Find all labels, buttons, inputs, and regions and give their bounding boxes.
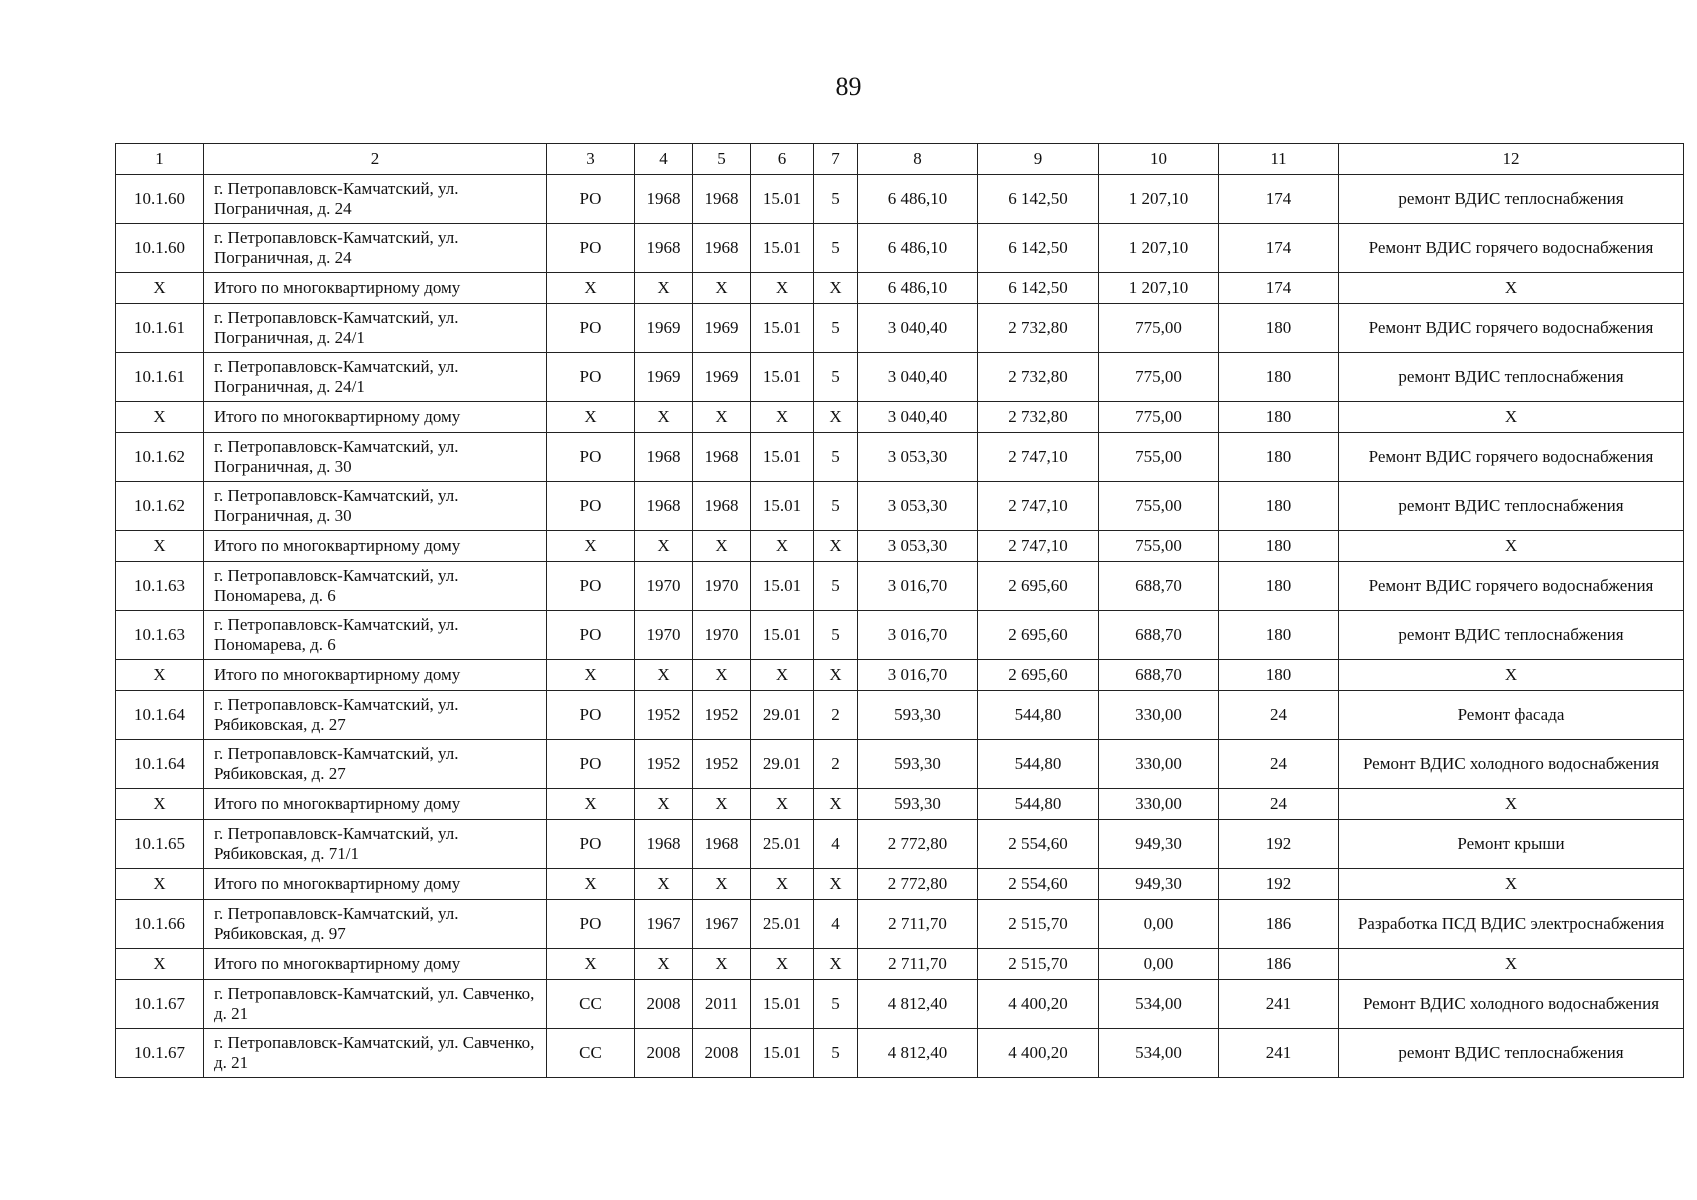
header-col-residents: 11 [1219,144,1339,175]
cell-col-year-commissioned: 1969 [693,304,751,353]
cell-col-code: X [751,789,814,820]
cell-col-address: г. Петропавловск-Камчатский, ул. Пограничная, д. 24/1 [204,304,547,353]
cell-col-floors: 5 [814,980,858,1029]
table-row [116,353,1684,402]
cell-col-address: г. Петропавловск-Камчатский, ул. Пограничная, д. 24 [204,224,547,273]
cell-col-category: РО [547,562,635,611]
cell-col-year-built: 1970 [635,562,693,611]
cell-col-total-area: 4 812,40 [858,980,978,1029]
cell-col-category: РО [547,224,635,273]
cell-col-category: РО [547,820,635,869]
cell-col-living-area: 2 747,10 [978,482,1099,531]
cell-col-living-area: 544,80 [978,789,1099,820]
cell-col-work-type: Ремонт крыши [1339,820,1684,869]
cell-col-category: РО [547,900,635,949]
cell-col-number: 10.1.62 [116,433,204,482]
cell-col-total-area: 3 016,70 [858,660,978,691]
cell-col-number: 10.1.61 [116,353,204,402]
cell-col-category: X [547,789,635,820]
cell-col-living-area: 2 747,10 [978,531,1099,562]
cell-col-category: X [547,949,635,980]
cell-col-work-type: Ремонт фасада [1339,691,1684,740]
cell-col-code: 15.01 [751,980,814,1029]
cell-col-number: X [116,273,204,304]
cell-col-floors: 2 [814,691,858,740]
cell-col-year-commissioned: X [693,273,751,304]
cell-col-year-built: 1970 [635,611,693,660]
cell-col-living-area: 2 515,70 [978,900,1099,949]
table-header-row [116,144,1684,175]
cell-col-year-commissioned: 1967 [693,900,751,949]
cell-col-living-area: 2 515,70 [978,949,1099,980]
cell-col-year-built: 1969 [635,304,693,353]
cell-col-number: 10.1.61 [116,304,204,353]
cell-col-code: 15.01 [751,304,814,353]
cell-col-nonresidential-area: 775,00 [1099,402,1219,433]
cell-col-category: X [547,531,635,562]
cell-col-year-built: 1968 [635,433,693,482]
cell-col-year-commissioned: 1968 [693,482,751,531]
cell-col-category: X [547,660,635,691]
cell-col-code: 15.01 [751,562,814,611]
cell-col-work-type: Разработка ПСД ВДИС электроснабжения [1339,900,1684,949]
cell-col-floors: X [814,789,858,820]
cell-col-residents: 180 [1219,353,1339,402]
cell-col-residents: 180 [1219,482,1339,531]
cell-col-year-built: X [635,531,693,562]
capital-repair-table [115,143,1684,1078]
page-number: 89 [835,72,862,101]
cell-col-residents: 180 [1219,402,1339,433]
cell-col-work-type: X [1339,869,1684,900]
cell-col-work-type: Ремонт ВДИС горячего водоснабжения [1339,562,1684,611]
cell-col-total-area: 3 040,40 [858,402,978,433]
cell-col-year-commissioned: X [693,789,751,820]
cell-col-code: 15.01 [751,224,814,273]
cell-col-code: X [751,273,814,304]
cell-col-nonresidential-area: 949,30 [1099,869,1219,900]
cell-col-number: 10.1.67 [116,980,204,1029]
cell-col-year-built: 1952 [635,740,693,789]
cell-col-residents: 192 [1219,820,1339,869]
cell-col-floors: 4 [814,820,858,869]
cell-col-year-built: 1968 [635,820,693,869]
cell-col-year-built: 1968 [635,482,693,531]
cell-col-total-area: 3 016,70 [858,562,978,611]
cell-col-residents: 241 [1219,1029,1339,1078]
cell-col-number: 10.1.64 [116,740,204,789]
cell-col-total-area: 3 040,40 [858,304,978,353]
cell-col-floors: X [814,869,858,900]
cell-col-total-area: 3 053,30 [858,531,978,562]
cell-col-floors: 4 [814,900,858,949]
cell-col-work-type: X [1339,949,1684,980]
table-row [116,980,1684,1029]
cell-col-work-type: ремонт ВДИС теплоснабжения [1339,482,1684,531]
cell-col-address: г. Петропавловск-Камчатский, ул. Пономарева, д. 6 [204,611,547,660]
cell-col-code: 25.01 [751,900,814,949]
cell-col-category: X [547,273,635,304]
cell-col-code: X [751,869,814,900]
cell-col-floors: X [814,660,858,691]
cell-col-year-commissioned: 1970 [693,562,751,611]
cell-col-residents: 186 [1219,949,1339,980]
cell-col-floors: X [814,273,858,304]
cell-col-year-commissioned: 1968 [693,433,751,482]
header-col-category: 3 [547,144,635,175]
cell-col-number: X [116,949,204,980]
cell-col-floors: 5 [814,304,858,353]
cell-col-floors: 5 [814,224,858,273]
header-col-work-type: 12 [1339,144,1684,175]
cell-col-address: г. Петропавловск-Камчатский, ул. Рябиковская, д. 27 [204,691,547,740]
cell-col-living-area: 544,80 [978,691,1099,740]
cell-col-work-type: ремонт ВДИС теплоснабжения [1339,1029,1684,1078]
cell-col-living-area: 544,80 [978,740,1099,789]
cell-col-work-type: Ремонт ВДИС горячего водоснабжения [1339,433,1684,482]
cell-col-code: 25.01 [751,820,814,869]
cell-col-number: 10.1.63 [116,611,204,660]
cell-col-work-type: X [1339,660,1684,691]
cell-col-code: 15.01 [751,353,814,402]
cell-col-category: X [547,402,635,433]
total-row [116,660,1684,691]
cell-col-living-area: 2 695,60 [978,660,1099,691]
cell-col-living-area: 6 142,50 [978,175,1099,224]
cell-col-address: Итого по многоквартирному дому [204,869,547,900]
cell-col-residents: 180 [1219,433,1339,482]
cell-col-category: РО [547,482,635,531]
cell-col-number: 10.1.63 [116,562,204,611]
cell-col-living-area: 2 732,80 [978,353,1099,402]
cell-col-total-area: 593,30 [858,740,978,789]
cell-col-nonresidential-area: 755,00 [1099,482,1219,531]
table-row [116,691,1684,740]
cell-col-year-commissioned: 1952 [693,691,751,740]
table-row [116,175,1684,224]
cell-col-address: г. Петропавловск-Камчатский, ул. Пограничная, д. 24 [204,175,547,224]
table-row [116,900,1684,949]
cell-col-work-type: Ремонт ВДИС горячего водоснабжения [1339,224,1684,273]
cell-col-code: X [751,949,814,980]
cell-col-floors: 5 [814,175,858,224]
cell-col-residents: 180 [1219,562,1339,611]
table-row [116,1029,1684,1078]
header-col-year-built: 4 [635,144,693,175]
total-row [116,869,1684,900]
cell-col-year-built: X [635,789,693,820]
cell-col-work-type: Ремонт ВДИС холодного водоснабжения [1339,980,1684,1029]
cell-col-work-type: ремонт ВДИС теплоснабжения [1339,611,1684,660]
table-row [116,304,1684,353]
cell-col-nonresidential-area: 949,30 [1099,820,1219,869]
cell-col-residents: 180 [1219,304,1339,353]
header-col-floors: 7 [814,144,858,175]
cell-col-nonresidential-area: 688,70 [1099,562,1219,611]
cell-col-code: 15.01 [751,482,814,531]
cell-col-category: РО [547,691,635,740]
cell-col-nonresidential-area: 0,00 [1099,949,1219,980]
cell-col-living-area: 2 732,80 [978,402,1099,433]
cell-col-code: 15.01 [751,175,814,224]
cell-col-code: 29.01 [751,691,814,740]
cell-col-total-area: 6 486,10 [858,224,978,273]
cell-col-year-commissioned: X [693,869,751,900]
cell-col-floors: 2 [814,740,858,789]
cell-col-nonresidential-area: 755,00 [1099,531,1219,562]
cell-col-nonresidential-area: 1 207,10 [1099,224,1219,273]
cell-col-address: Итого по многоквартирному дому [204,789,547,820]
cell-col-work-type: ремонт ВДИС теплоснабжения [1339,175,1684,224]
cell-col-year-commissioned: 2011 [693,980,751,1029]
table-row [116,740,1684,789]
total-row [116,402,1684,433]
cell-col-address: Итого по многоквартирному дому [204,531,547,562]
header-col-total-area: 8 [858,144,978,175]
cell-col-number: 10.1.60 [116,175,204,224]
header-col-nonresidential-area: 10 [1099,144,1219,175]
cell-col-year-commissioned: 1969 [693,353,751,402]
cell-col-year-commissioned: 2008 [693,1029,751,1078]
cell-col-nonresidential-area: 1 207,10 [1099,273,1219,304]
cell-col-number: 10.1.62 [116,482,204,531]
cell-col-code: X [751,402,814,433]
cell-col-code: X [751,531,814,562]
cell-col-year-built: 1969 [635,353,693,402]
cell-col-living-area: 4 400,20 [978,980,1099,1029]
cell-col-address: Итого по многоквартирному дому [204,402,547,433]
cell-col-number: 10.1.60 [116,224,204,273]
cell-col-address: г. Петропавловск-Камчатский, ул. Пограничная, д. 24/1 [204,353,547,402]
cell-col-work-type: X [1339,531,1684,562]
cell-col-year-built: X [635,660,693,691]
cell-col-address: г. Петропавловск-Камчатский, ул. Пограничная, д. 30 [204,482,547,531]
cell-col-category: РО [547,433,635,482]
cell-col-category: РО [547,353,635,402]
table-row [116,562,1684,611]
cell-col-living-area: 2 732,80 [978,304,1099,353]
cell-col-floors: X [814,949,858,980]
cell-col-code: 15.01 [751,611,814,660]
cell-col-work-type: X [1339,789,1684,820]
cell-col-year-commissioned: X [693,949,751,980]
total-row [116,949,1684,980]
cell-col-living-area: 2 554,60 [978,869,1099,900]
cell-col-address: г. Петропавловск-Камчатский, ул. Рябиковская, д. 97 [204,900,547,949]
cell-col-nonresidential-area: 688,70 [1099,660,1219,691]
table-row [116,820,1684,869]
cell-col-residents: 241 [1219,980,1339,1029]
cell-col-number: X [116,531,204,562]
cell-col-nonresidential-area: 1 207,10 [1099,175,1219,224]
cell-col-work-type: Ремонт ВДИС горячего водоснабжения [1339,304,1684,353]
cell-col-category: СС [547,1029,635,1078]
cell-col-address: г. Петропавловск-Камчатский, ул. Пономарева, д. 6 [204,562,547,611]
cell-col-address: г. Петропавловск-Камчатский, ул. Савченко, д. 21 [204,1029,547,1078]
cell-col-category: РО [547,740,635,789]
cell-col-residents: 186 [1219,900,1339,949]
cell-col-year-built: 1968 [635,175,693,224]
cell-col-total-area: 3 053,30 [858,482,978,531]
header-col-living-area: 9 [978,144,1099,175]
cell-col-year-commissioned: 1968 [693,175,751,224]
cell-col-address: Итого по многоквартирному дому [204,273,547,304]
cell-col-nonresidential-area: 688,70 [1099,611,1219,660]
cell-col-total-area: 3 053,30 [858,433,978,482]
cell-col-year-built: X [635,869,693,900]
cell-col-number: 10.1.64 [116,691,204,740]
cell-col-floors: X [814,531,858,562]
total-row [116,273,1684,304]
cell-col-year-built: X [635,273,693,304]
cell-col-number: 10.1.65 [116,820,204,869]
cell-col-category: СС [547,980,635,1029]
cell-col-total-area: 593,30 [858,789,978,820]
cell-col-floors: 5 [814,482,858,531]
table-row [116,611,1684,660]
cell-col-nonresidential-area: 330,00 [1099,691,1219,740]
cell-col-total-area: 2 711,70 [858,900,978,949]
cell-col-nonresidential-area: 775,00 [1099,304,1219,353]
cell-col-nonresidential-area: 0,00 [1099,900,1219,949]
cell-col-address: Итого по многоквартирному дому [204,949,547,980]
cell-col-address: г. Петропавловск-Камчатский, ул. Савченко, д. 21 [204,980,547,1029]
cell-col-residents: 180 [1219,660,1339,691]
cell-col-year-commissioned: 1952 [693,740,751,789]
cell-col-nonresidential-area: 534,00 [1099,980,1219,1029]
cell-col-total-area: 2 772,80 [858,820,978,869]
cell-col-code: 15.01 [751,1029,814,1078]
header-col-code: 6 [751,144,814,175]
cell-col-residents: 24 [1219,691,1339,740]
cell-col-address: г. Петропавловск-Камчатский, ул. Пограничная, д. 30 [204,433,547,482]
cell-col-residents: 180 [1219,531,1339,562]
cell-col-living-area: 2 695,60 [978,562,1099,611]
table-row [116,433,1684,482]
cell-col-floors: 5 [814,562,858,611]
cell-col-year-built: 1968 [635,224,693,273]
cell-col-code: X [751,660,814,691]
cell-col-nonresidential-area: 330,00 [1099,740,1219,789]
cell-col-residents: 174 [1219,175,1339,224]
cell-col-residents: 192 [1219,869,1339,900]
cell-col-address: Итого по многоквартирному дому [204,660,547,691]
table-row [116,224,1684,273]
cell-col-total-area: 4 812,40 [858,1029,978,1078]
cell-col-floors: X [814,402,858,433]
cell-col-total-area: 2 711,70 [858,949,978,980]
cell-col-total-area: 6 486,10 [858,175,978,224]
cell-col-total-area: 3 016,70 [858,611,978,660]
cell-col-year-built: 2008 [635,1029,693,1078]
cell-col-year-commissioned: X [693,531,751,562]
table-row [116,482,1684,531]
cell-col-category: РО [547,175,635,224]
cell-col-residents: 24 [1219,789,1339,820]
cell-col-year-built: 1952 [635,691,693,740]
cell-col-year-commissioned: X [693,660,751,691]
cell-col-year-built: 1967 [635,900,693,949]
cell-col-category: РО [547,611,635,660]
cell-col-year-commissioned: 1968 [693,224,751,273]
cell-col-living-area: 6 142,50 [978,224,1099,273]
header-col-number: 1 [116,144,204,175]
cell-col-year-built: X [635,402,693,433]
cell-col-year-built: X [635,949,693,980]
cell-col-living-area: 2 554,60 [978,820,1099,869]
total-row [116,789,1684,820]
cell-col-category: X [547,869,635,900]
cell-col-category: РО [547,304,635,353]
cell-col-living-area: 6 142,50 [978,273,1099,304]
cell-col-year-commissioned: X [693,402,751,433]
cell-col-work-type: ремонт ВДИС теплоснабжения [1339,353,1684,402]
cell-col-total-area: 3 040,40 [858,353,978,402]
cell-col-total-area: 593,30 [858,691,978,740]
cell-col-code: 15.01 [751,433,814,482]
cell-col-residents: 174 [1219,273,1339,304]
cell-col-work-type: X [1339,273,1684,304]
cell-col-residents: 180 [1219,611,1339,660]
header-col-address: 2 [204,144,547,175]
cell-col-year-commissioned: 1970 [693,611,751,660]
cell-col-floors: 5 [814,611,858,660]
cell-col-total-area: 2 772,80 [858,869,978,900]
cell-col-living-area: 4 400,20 [978,1029,1099,1078]
cell-col-floors: 5 [814,353,858,402]
cell-col-code: 29.01 [751,740,814,789]
cell-col-number: 10.1.66 [116,900,204,949]
cell-col-work-type: X [1339,402,1684,433]
cell-col-number: X [116,869,204,900]
cell-col-nonresidential-area: 755,00 [1099,433,1219,482]
cell-col-address: г. Петропавловск-Камчатский, ул. Рябиковская, д. 27 [204,740,547,789]
cell-col-floors: 5 [814,433,858,482]
cell-col-residents: 24 [1219,740,1339,789]
cell-col-address: г. Петропавловск-Камчатский, ул. Рябиковская, д. 71/1 [204,820,547,869]
cell-col-number: X [116,660,204,691]
cell-col-number: 10.1.67 [116,1029,204,1078]
cell-col-year-built: 2008 [635,980,693,1029]
cell-col-living-area: 2 695,60 [978,611,1099,660]
cell-col-work-type: Ремонт ВДИС холодного водоснабжения [1339,740,1684,789]
cell-col-living-area: 2 747,10 [978,433,1099,482]
cell-col-floors: 5 [814,1029,858,1078]
total-row [116,531,1684,562]
cell-col-nonresidential-area: 534,00 [1099,1029,1219,1078]
cell-col-residents: 174 [1219,224,1339,273]
cell-col-nonresidential-area: 330,00 [1099,789,1219,820]
cell-col-number: X [116,402,204,433]
cell-col-total-area: 6 486,10 [858,273,978,304]
cell-col-year-commissioned: 1968 [693,820,751,869]
cell-col-nonresidential-area: 775,00 [1099,353,1219,402]
cell-col-number: X [116,789,204,820]
header-col-year-commissioned: 5 [693,144,751,175]
